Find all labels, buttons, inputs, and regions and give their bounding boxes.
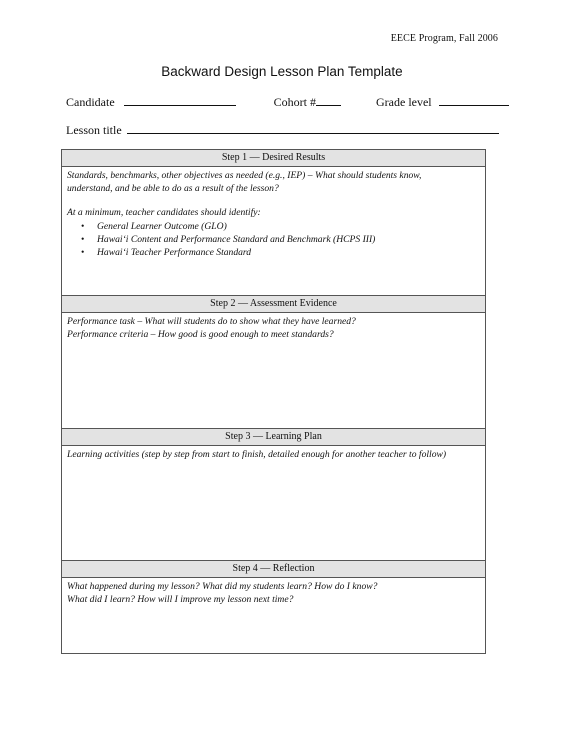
step-2-line: Performance criteria – How good is good enough to meet standards? [67, 328, 334, 340]
candidate-field[interactable] [124, 95, 236, 106]
step-2-heading: Step 2 — Assessment Evidence [62, 295, 485, 313]
step-3-line: Learning activities (step by step from start to finish, detailed enough for another teacher to follow) [67, 449, 447, 460]
step-2-body[interactable] [67, 316, 480, 341]
lesson-title-row [66, 123, 498, 138]
step-1-heading: Step 1 — Desired Results [62, 149, 485, 167]
lesson-title-label: Lesson title [66, 123, 122, 137]
step-3-body[interactable] [67, 449, 480, 462]
page-title: Backward Design Lesson Plan Template [161, 64, 403, 79]
step-3-heading: Step 3 — Learning Plan [62, 428, 485, 446]
cohort-field[interactable] [316, 95, 341, 106]
program-header: EECE Program, Fall 2006 [390, 33, 498, 44]
cohort-label: Cohort # [273, 95, 316, 109]
step-1-intro: At a minimum, teacher candidates should identify: [67, 207, 261, 218]
candidate-label: Candidate [66, 95, 115, 109]
step-1-body[interactable] [67, 170, 480, 259]
info-row [66, 95, 498, 110]
list-item: • Hawai‘i Content and Performance Standard and Benchmark (HCPS III) [97, 233, 480, 246]
step-4-line: What did I learn? How will I improve my lesson next time? [67, 593, 294, 605]
list-item: • General Learner Outcome (GLO) [97, 220, 480, 233]
step-4-heading: Step 4 — Reflection [62, 560, 485, 578]
grade-level-field[interactable] [439, 95, 509, 106]
step-4-body[interactable] [67, 581, 480, 606]
step-2-line: Performance task – What will students do to show what they have learned? [67, 316, 356, 327]
step-1-line: Standards, benchmarks, other objectives as needed (e.g., IEP) – What should students know, [67, 170, 422, 181]
step-1-line: understand, and be able to do as a result of the lesson? [67, 182, 279, 194]
grade-level-label: Grade level [376, 95, 432, 109]
step-1-bullet-list [67, 220, 480, 259]
lesson-plan-form [61, 149, 486, 654]
list-item: • Hawai‘i Teacher Performance Standard [97, 246, 480, 259]
lesson-title-field[interactable] [127, 123, 499, 134]
step-4-line: What happened during my lesson? What did my students learn? How do I know? [67, 581, 378, 592]
